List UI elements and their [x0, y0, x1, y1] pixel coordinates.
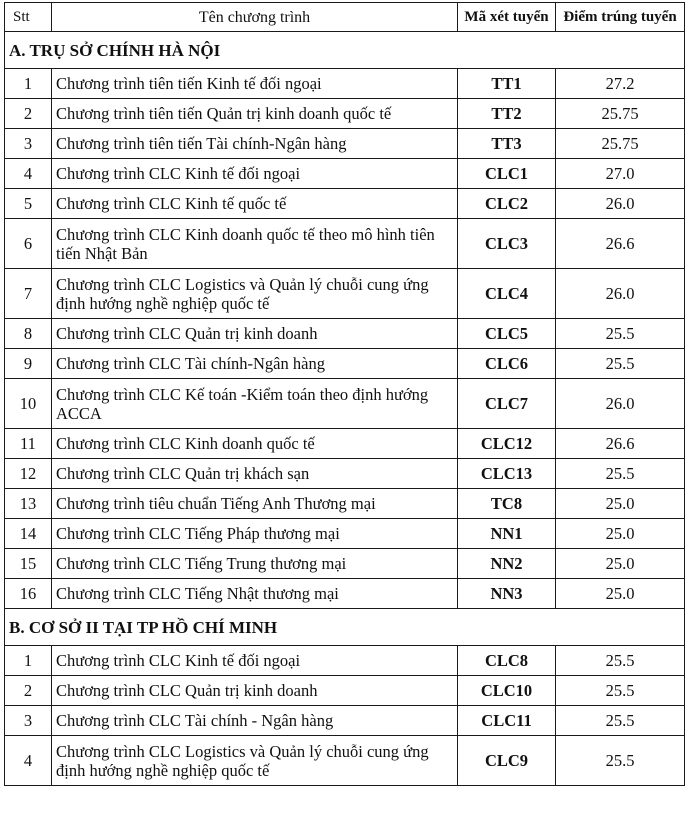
row-admission-code: CLC8 — [458, 646, 556, 676]
row-admission-score: 26.6 — [556, 219, 685, 269]
table-row — [5, 159, 685, 189]
row-admission-score: 25.5 — [556, 736, 685, 786]
row-program-name: Chương trình CLC Tiếng Nhật thương mại — [52, 579, 458, 609]
table-row — [5, 459, 685, 489]
table-row — [5, 349, 685, 379]
row-admission-code: NN2 — [458, 549, 556, 579]
row-admission-score: 25.5 — [556, 676, 685, 706]
row-admission-code: CLC7 — [458, 379, 556, 429]
row-admission-score: 25.0 — [556, 519, 685, 549]
row-admission-score: 25.75 — [556, 99, 685, 129]
row-admission-code: NN1 — [458, 519, 556, 549]
row-stt: 14 — [5, 519, 52, 549]
row-stt: 1 — [5, 69, 52, 99]
table-row — [5, 69, 685, 99]
table-row — [5, 99, 685, 129]
row-program-name: Chương trình CLC Quản trị kinh doanh — [52, 676, 458, 706]
row-admission-code: CLC13 — [458, 459, 556, 489]
row-stt: 1 — [5, 646, 52, 676]
row-admission-code: TT2 — [458, 99, 556, 129]
row-admission-score: 25.5 — [556, 459, 685, 489]
row-admission-code: CLC5 — [458, 319, 556, 349]
table-row — [5, 429, 685, 459]
row-admission-code: TT3 — [458, 129, 556, 159]
row-stt: 3 — [5, 129, 52, 159]
row-program-name: Chương trình CLC Tài chính - Ngân hàng — [52, 706, 458, 736]
table-row — [5, 219, 685, 269]
row-admission-code: CLC10 — [458, 676, 556, 706]
row-admission-score: 25.0 — [556, 549, 685, 579]
row-admission-score: 25.5 — [556, 349, 685, 379]
table-row — [5, 706, 685, 736]
row-program-name: Chương trình CLC Tiếng Trung thương mại — [52, 549, 458, 579]
row-admission-score: 25.75 — [556, 129, 685, 159]
row-admission-code: NN3 — [458, 579, 556, 609]
row-admission-code: TT1 — [458, 69, 556, 99]
header-stt: Stt — [5, 3, 52, 32]
row-stt: 10 — [5, 379, 52, 429]
row-stt: 9 — [5, 349, 52, 379]
row-stt: 5 — [5, 189, 52, 219]
row-stt: 4 — [5, 736, 52, 786]
table-row — [5, 189, 685, 219]
row-admission-score: 26.6 — [556, 429, 685, 459]
row-stt: 12 — [5, 459, 52, 489]
admission-scores-table — [4, 2, 685, 786]
row-program-name: Chương trình CLC Logistics và Quản lý chuỗi cung ứng định hướng nghề nghiệp quốc tế — [52, 736, 458, 786]
row-program-name: Chương trình CLC Kinh tế quốc tế — [52, 189, 458, 219]
row-stt: 11 — [5, 429, 52, 459]
row-program-name: Chương trình tiêu chuẩn Tiếng Anh Thương mại — [52, 489, 458, 519]
table-row — [5, 129, 685, 159]
row-admission-score: 26.0 — [556, 189, 685, 219]
header-program-name: Tên chương trình — [52, 3, 458, 32]
table-row — [5, 736, 685, 786]
row-admission-code: CLC11 — [458, 706, 556, 736]
row-admission-code: CLC4 — [458, 269, 556, 319]
row-stt: 16 — [5, 579, 52, 609]
row-admission-score: 25.0 — [556, 579, 685, 609]
table-row — [5, 676, 685, 706]
row-admission-code: CLC3 — [458, 219, 556, 269]
section-row-hanoi — [5, 32, 685, 69]
row-program-name: Chương trình tiên tiến Kinh tế đối ngoại — [52, 69, 458, 99]
row-admission-score: 25.5 — [556, 646, 685, 676]
row-program-name: Chương trình tiên tiến Quản trị kinh doanh quốc tế — [52, 99, 458, 129]
section-title-hcmc: B. CƠ SỞ II TẠI TP HỒ CHÍ MINH — [5, 609, 685, 646]
row-admission-score: 26.0 — [556, 269, 685, 319]
row-admission-score: 26.0 — [556, 379, 685, 429]
row-program-name: Chương trình CLC Kế toán -Kiểm toán theo định hướng ACCA — [52, 379, 458, 429]
row-program-name: Chương trình CLC Tiếng Pháp thương mại — [52, 519, 458, 549]
table-row — [5, 519, 685, 549]
row-admission-code: TC8 — [458, 489, 556, 519]
table-row — [5, 646, 685, 676]
row-program-name: Chương trình CLC Kinh tế đối ngoại — [52, 646, 458, 676]
header-admission-score: Điểm trúng tuyển — [556, 3, 685, 32]
row-admission-score: 27.0 — [556, 159, 685, 189]
table-row — [5, 489, 685, 519]
row-admission-score: 25.5 — [556, 706, 685, 736]
row-program-name: Chương trình CLC Kinh tế đối ngoại — [52, 159, 458, 189]
section-title-hanoi: A. TRỤ SỞ CHÍNH HÀ NỘI — [5, 32, 685, 69]
row-admission-code: CLC12 — [458, 429, 556, 459]
row-admission-score: 25.0 — [556, 489, 685, 519]
row-program-name: Chương trình tiên tiến Tài chính-Ngân hàng — [52, 129, 458, 159]
row-stt: 3 — [5, 706, 52, 736]
row-program-name: Chương trình CLC Kinh doanh quốc tế — [52, 429, 458, 459]
row-stt: 13 — [5, 489, 52, 519]
table-row — [5, 579, 685, 609]
row-stt: 2 — [5, 676, 52, 706]
row-admission-score: 25.5 — [556, 319, 685, 349]
table-row — [5, 379, 685, 429]
table-row — [5, 549, 685, 579]
row-program-name: Chương trình CLC Kinh doanh quốc tế theo mô hình tiên tiến Nhật Bản — [52, 219, 458, 269]
row-stt: 7 — [5, 269, 52, 319]
row-admission-code: CLC6 — [458, 349, 556, 379]
row-stt: 4 — [5, 159, 52, 189]
table-row — [5, 319, 685, 349]
row-program-name: Chương trình CLC Quản trị kinh doanh — [52, 319, 458, 349]
row-admission-code: CLC9 — [458, 736, 556, 786]
row-stt: 15 — [5, 549, 52, 579]
row-program-name: Chương trình CLC Tài chính-Ngân hàng — [52, 349, 458, 379]
row-stt: 2 — [5, 99, 52, 129]
row-stt: 6 — [5, 219, 52, 269]
header-admission-code: Mã xét tuyển — [458, 3, 556, 32]
row-admission-code: CLC2 — [458, 189, 556, 219]
row-program-name: Chương trình CLC Quản trị khách sạn — [52, 459, 458, 489]
row-program-name: Chương trình CLC Logistics và Quản lý chuỗi cung ứng định hướng nghề nghiệp quốc tế — [52, 269, 458, 319]
row-admission-score: 27.2 — [556, 69, 685, 99]
table-header-row — [5, 3, 685, 32]
table-row — [5, 269, 685, 319]
row-stt: 8 — [5, 319, 52, 349]
section-row-hcmc — [5, 609, 685, 646]
row-admission-code: CLC1 — [458, 159, 556, 189]
